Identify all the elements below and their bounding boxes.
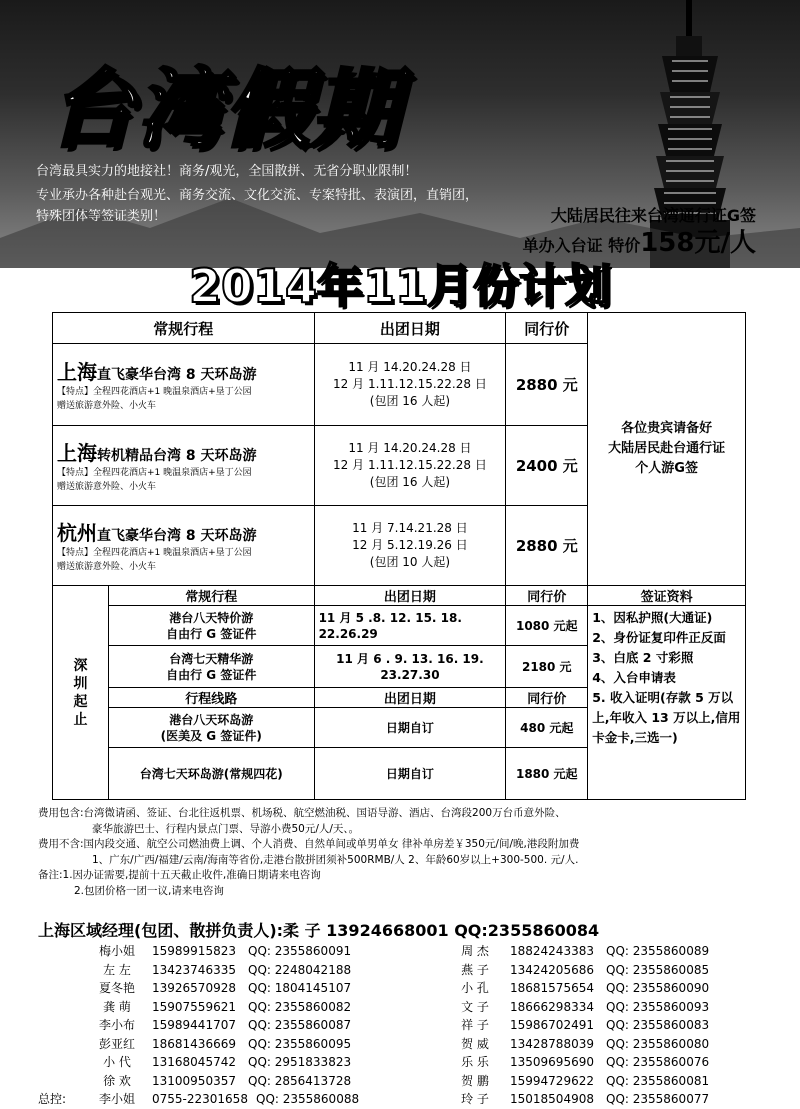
- dates-cell: 11 月 6 . 9. 13. 16. 19. 23.27.30: [314, 646, 506, 688]
- contact-row: 贺 鹏 15994729622 QQ: 2355860081: [461, 1073, 710, 1088]
- contact-row-chief: 总控: 李小姐 0755-22301658 QQ: 2355860088: [38, 1092, 360, 1106]
- contact-row: 周 杰 18824243383 QQ: 2355860089: [461, 944, 710, 958]
- route-cell: 港台八天特价游 自由行 G 签证件: [108, 606, 314, 646]
- contact-row: 文 子 18666298334 QQ: 2355860093: [461, 999, 710, 1014]
- route-cell: 台湾七天精华游 自由行 G 签证件: [108, 646, 314, 688]
- contact-row: 彭亚红 18681436669 QQ: 2355860095: [98, 1036, 352, 1051]
- promo-prefix: 单办入台证 特价: [522, 236, 641, 255]
- fee-exclude-cont: 1、广东/广西/福建/云南/海南等省份,走港台散拼团须补500RMB/人 2、年龄60岁以上+300-500. 元/人.: [92, 853, 579, 866]
- itinerary-table-main: [52, 312, 746, 586]
- table-subheader: 行程线路 出团日期 同行价: [53, 688, 746, 708]
- dates-cell: 日期自订: [314, 708, 506, 748]
- route-name: 上海直飞豪华台湾 8 天环岛游: [57, 360, 257, 384]
- route-name: 上海转机精品台湾 8 天环岛游: [57, 441, 257, 465]
- remark: 备注:1.因办证需要,提前十五天截止收件,准确日期请来电咨询: [38, 869, 321, 881]
- shenzhen-label: 深圳起止: [53, 586, 109, 800]
- dates-cell: 11 月 14.20.24.28 日 12 月 1.11.12.15.22.28 日 (包团 16 人起): [314, 344, 506, 426]
- regional-manager: 上海区域经理(包团、散拼负责人):柔 子 13924668001 QQ:2355860084: [38, 921, 600, 940]
- table-row: [53, 606, 746, 646]
- contact-row: 祥 子 15986702491 QQ: 2355860083: [461, 1018, 710, 1032]
- dates-cell: 11 月 7.14.21.28 日 12 月 5.12.19.26 日 (包团 10 人起): [314, 506, 506, 586]
- dates-cell: 日期自订: [314, 748, 506, 800]
- header-price: 同行价: [506, 313, 588, 344]
- fees-section: [38, 806, 778, 899]
- route-feature: 【特点】全程四花酒店+1 晚温泉酒店+垦丁公园: [57, 468, 252, 478]
- contact-row: 李小布 15989441707 QQ: 2355860087: [98, 1018, 352, 1032]
- intro-line-2: 专业承办各种赴台观光、商务交流、文化交流、专案特批、表演团，直销团，: [36, 188, 479, 203]
- price-cell: 480 元起: [506, 708, 588, 748]
- route-feature: 【特点】全程四花酒店+1 晚温泉酒店+垦丁公园: [57, 387, 252, 397]
- promo-line-1: 大陆居民往来台湾通行证G签: [550, 206, 756, 225]
- visa-requirements: 1、因私护照(大通证) 2、身份证复印件正反面 3、白底 2 寸彩照 4、入台申请表 5. 收入证明(存款 5 万以上,年收入 13 万以上,信用卡金卡,三选一): [588, 606, 746, 800]
- price-cell: 1080 元起: [506, 606, 588, 646]
- fee-exclude: 费用不含:国内段交通、航空公司燃油费上调、个人消费、自然单间或单男单女 律补单房差￥350元/间/晚,港段附加费: [38, 838, 580, 850]
- note-line: 大陆居民赴台通行证: [608, 441, 726, 456]
- contacts-left: [38, 942, 386, 1109]
- note-line: 各位贵宾请备好: [621, 421, 713, 436]
- fee-include-cont: 豪华旅游巴士、行程内景点门票、导游小费50元/人/天、。: [92, 822, 360, 835]
- contact-row: 徐 欢 13100950357 QQ: 2856413728: [103, 1073, 352, 1088]
- header-date: 出团日期: [314, 313, 506, 344]
- plan-title: 2014年11月份计划: [188, 259, 612, 313]
- header-visa: 签证资料: [588, 586, 746, 606]
- route-cell: 港台八天环岛游 (医美及 G 签证件): [108, 708, 314, 748]
- note-cell: [588, 313, 746, 586]
- contact-row: 贺 威 13428788039 QQ: 2355860080: [461, 1036, 710, 1051]
- route-cell: 台湾七天环岛游(常规四花): [108, 748, 314, 800]
- itinerary-table-shenzhen: [52, 585, 746, 800]
- note-line: 个人游G签: [635, 461, 698, 476]
- contact-row: 龚 萌 15907559621 QQ: 2355860082: [103, 999, 352, 1014]
- header-route: 常规行程: [53, 313, 315, 344]
- contact-row: 燕 子 13424205686 QQ: 2355860085: [461, 962, 710, 977]
- contact-row: 夏冬艳 13926570928 QQ: 1804145107: [98, 981, 352, 995]
- price-cell: 2400 元: [506, 426, 588, 506]
- contact-row: 小 孔 18681575654 QQ: 2355860090: [461, 981, 710, 995]
- promo-price: 158元/人: [640, 228, 756, 258]
- intro-line-3: 特殊团体等签证类别！: [36, 209, 167, 224]
- header-price: 同行价: [506, 586, 588, 606]
- contact-row: 乐 乐 13509695690 QQ: 2355860076: [461, 1055, 710, 1069]
- contacts-right: [440, 942, 736, 1109]
- route-feature: 赠送旅游意外险、小火车: [57, 401, 157, 411]
- price-cell: 2880 元: [506, 344, 588, 426]
- dates-cell: 11 月 5 .8. 12. 15. 18. 22.26.29: [314, 606, 506, 646]
- price-cell: 2180 元: [506, 646, 588, 688]
- contact-row: 小 代 13168045742 QQ: 2951833823: [103, 1055, 352, 1069]
- main-title: 台湾假期: [48, 60, 400, 160]
- dates-cell: 11 月 14.20.24.28 日 12 月 1.11.12.15.22.28 日 (包团 16 人起): [314, 426, 506, 506]
- route-feature: 赠送旅游意外险、小火车: [57, 482, 157, 492]
- intro-line-1: 台湾最具实力的地接社！商务/观光，全国散拼、无省分职业限制！: [36, 164, 418, 179]
- fee-include: 费用包含:台湾微请函、签证、台北往返机票、机场税、航空燃油税、国语导游、酒店、台湾段200万台币意外险、: [38, 807, 566, 819]
- route-feature: 赠送旅游意外险、小火车: [57, 562, 157, 572]
- route-feature: 【特点】全程四花酒店+1 晚温泉酒店+垦丁公园: [57, 548, 252, 558]
- route-name: 杭州直飞豪华台湾 8 天环岛游: [57, 521, 257, 545]
- price-cell: 2880 元: [506, 506, 588, 586]
- contact-row: 梅小姐 15989915823 QQ: 2355860091: [98, 944, 352, 958]
- header-route: 常规行程: [108, 586, 314, 606]
- price-cell: 1880 元起: [506, 748, 588, 800]
- contact-row: 玲 子 15018504908 QQ: 2355860077: [461, 1092, 710, 1106]
- contact-row: 左 左 13423746335 QQ: 2248042188: [103, 962, 352, 977]
- header-date: 出团日期: [314, 586, 506, 606]
- remark-cont: 2.包团价格一团一议,请来电咨询: [74, 884, 224, 897]
